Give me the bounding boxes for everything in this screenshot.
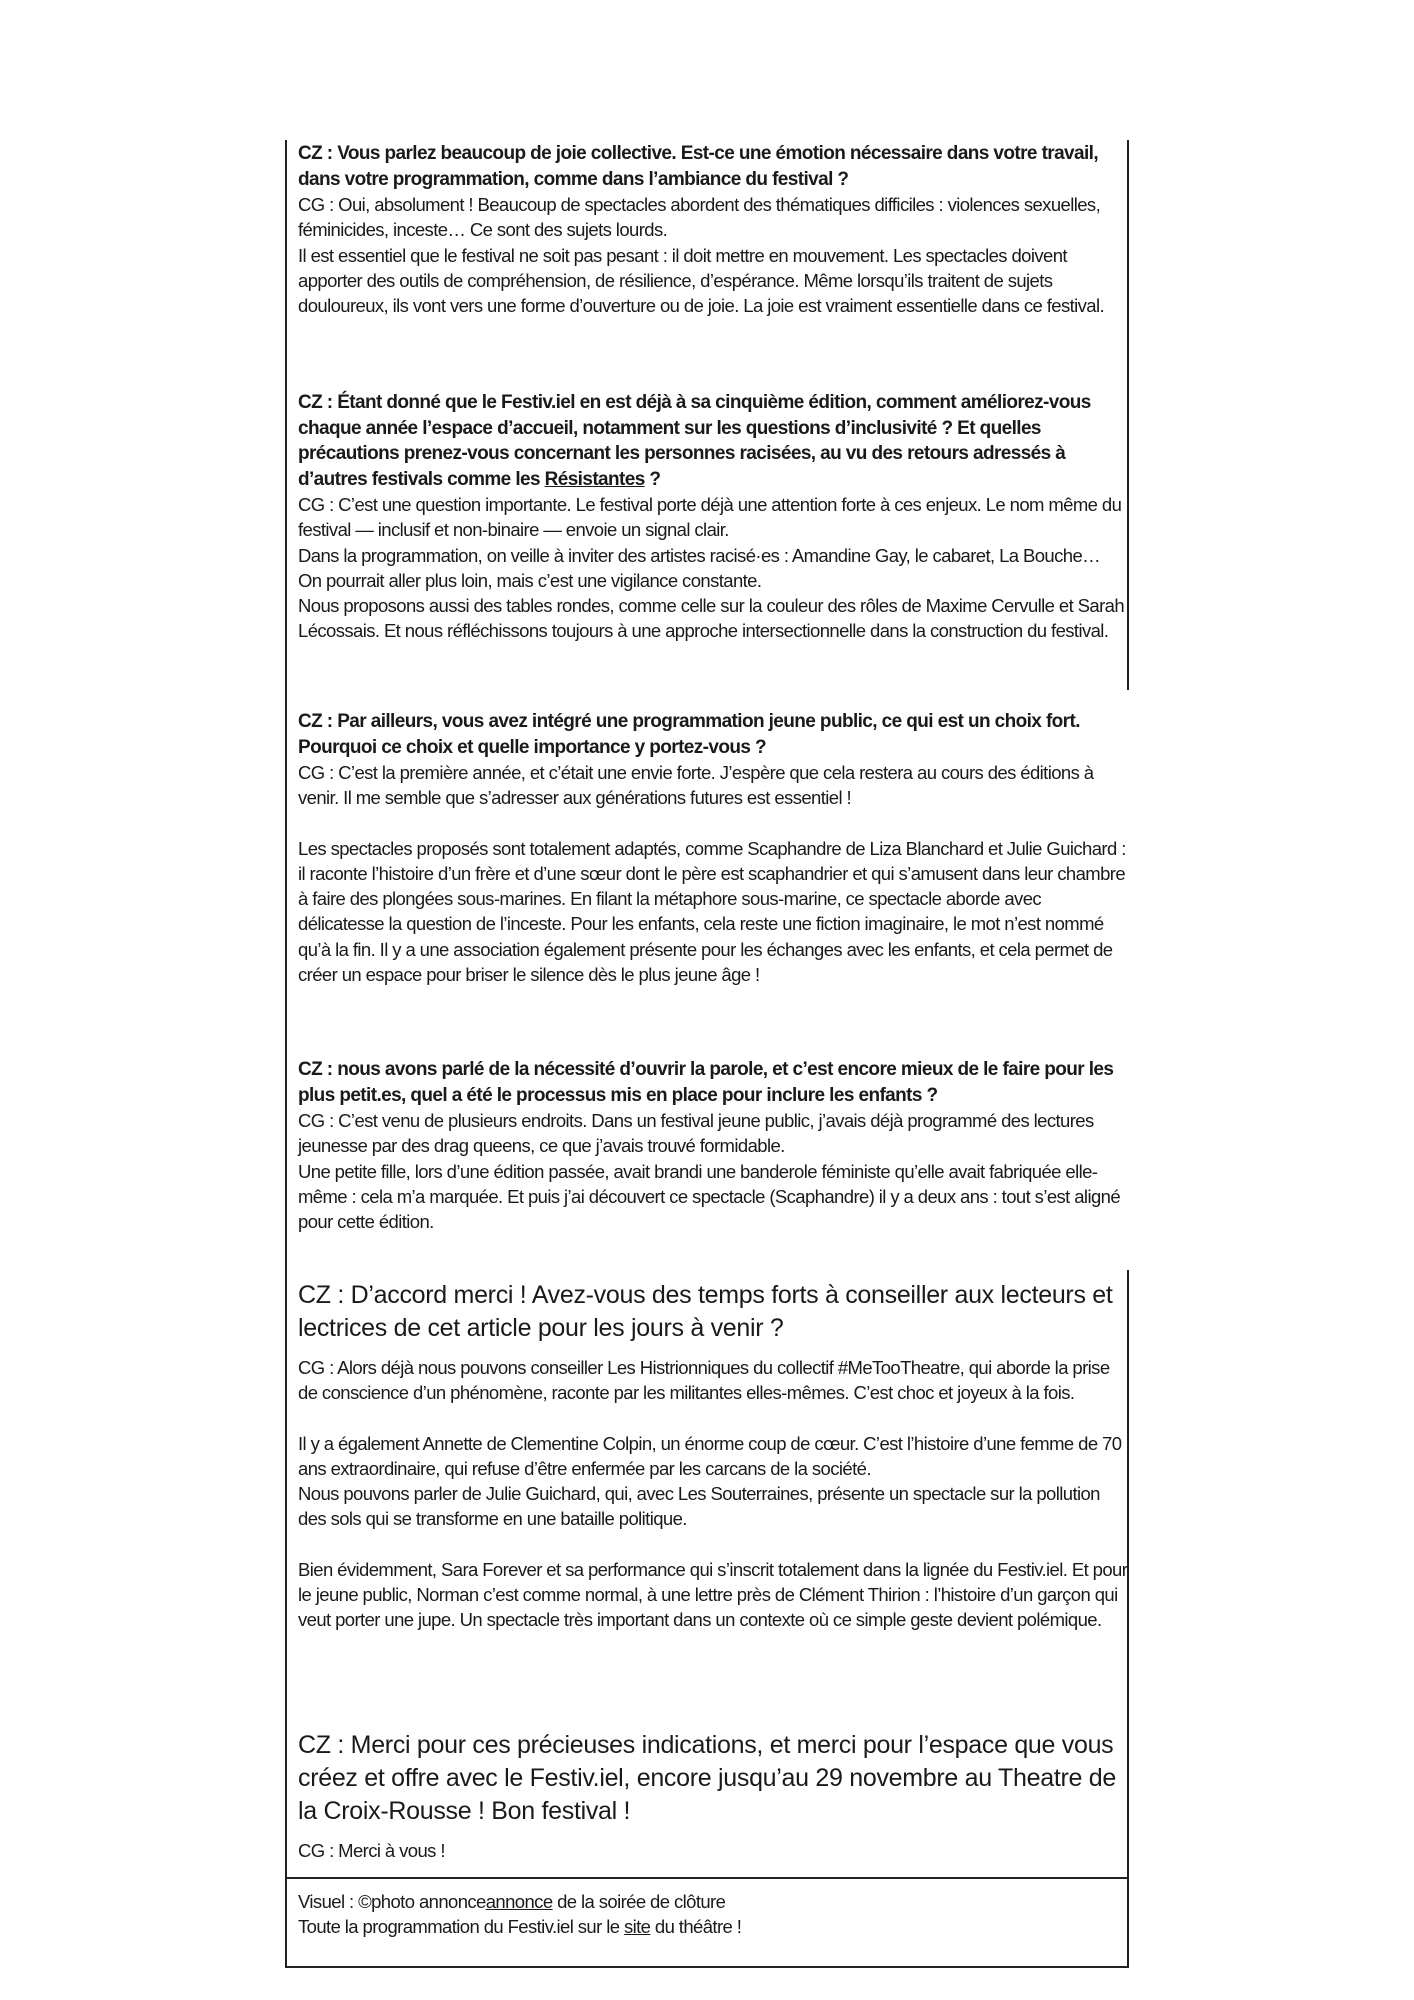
programme-note — [298, 1914, 1128, 1939]
question-5: CZ : D’accord merci ! Avez-vous des temps forts à conseiller aux lecteurs et lectrices de cet article pour les jours à venir ? — [298, 1281, 1113, 1342]
interview-section-5 — [298, 1279, 1128, 1633]
answer-6-paragraph-1: CG : Merci à vous ! — [298, 1840, 445, 1861]
answer-4-paragraph-1: CG : C’est venu de plusieurs endroits. Dans un festival jeune public, j’avais déjà programmé des lectures jeunesse par des drag queens, ce que j’avais trouvé formidable. — [298, 1110, 1094, 1157]
answer-2-paragraph-1: CG : C’est une question importante. Le festival porte déjà une attention forte à ces enjeux. Le nom même du festival — inclusif et non-binaire — envoie un signal clair. — [298, 494, 1122, 541]
answer-5-paragraph-4: Bien évidemment, Sara Forever et sa performance qui s’inscrit totalement dans la lignée du Festiv.iel. Et pour le jeune public, Norman c’est comme normal, à une lettre près de Clément Thirion : l’histoire d’un garçon qui veut porter une jupe. Un spectacle très important dans un contexte où ce simple geste devient polémique. — [298, 1558, 1128, 1631]
footer-divider — [285, 1877, 1129, 1879]
annonce-link[interactable]: annonce — [485, 1891, 553, 1912]
visual-credit — [298, 1889, 1128, 1914]
answer-3-paragraph-2: Les spectacles proposés sont totalement adaptés, comme Scaphandre de Liza Blanchard et Julie Guichard : il raconte l’histoire d’un frère et d’une sœur dont le père est scaphandrier et qui s’amusent dans leur chambre à faire des plongées sous-marines. En filant la métaphore sous-marine, ce spectacle aborde avec délicatesse la question de l’inceste. Pour les enfants, cela reste une fiction imaginaire, le mot n’est nommé qu’à la fin. Il y a une association également présente pour les échanges avec les enfants, et cela permet de créer un espace pour briser le silence dès le plus jeune âge ! — [298, 837, 1126, 986]
answer-1-paragraph-1: CG : Oui, absolument ! Beaucoup de spectacles abordent des thématiques difficiles : violences sexuelles, féminicides, inceste… Ce sont des sujets lourds. — [298, 194, 1101, 241]
question-2-end: ? — [644, 468, 661, 490]
answer-5-paragraph-2: Il y a également Annette de Clementine Colpin, un énorme coup de cœur. C’est l’histoire d’une femme de 70 ans extraordinaire, qui refuse d’être enfermée par les carcans de la société. — [298, 1432, 1122, 1479]
answer-1-paragraph-2: Il est essentiel que le festival ne soit pas pesant : il doit mettre en mouvement. Les spectacles doivent apporter des outils de compréhension, de résilience, d’espérance. Même lorsqu’ils traitent de sujets douloureux, ils vont vers une forme d’ouverture ou de joie. La joie est vraiment essentielle dans ce festival. — [298, 244, 1105, 317]
visual-credit-end: de la soirée de clôture — [552, 1891, 726, 1912]
programme-note-text: Toute la programmation du Festiv.iel sur le — [298, 1916, 624, 1938]
frame-bottom-border — [285, 1966, 1129, 1968]
answer-4-paragraph-2: Une petite fille, lors d’une édition passée, avait brandi une banderole féministe qu’elle avait fabriquée elle-même : cela m’a marquée. Et puis j’ai découvert ce spectacle (Scaphandre) il y a deux ans : tout s’est aligné pour cette édition. — [298, 1160, 1121, 1233]
site-link[interactable]: site — [623, 1916, 651, 1938]
answer-2-paragraph-2: Dans la programmation, on veille à inviter des artistes racisé·es : Amandine Gay, le cabaret, La Bouche… On pourrait aller plus loin, mais c’est une vigilance constante. — [298, 544, 1101, 591]
answer-5-paragraph-1: CG : Alors déjà nous pouvons conseiller Les Histrionniques du collectif #MeTooTheatre, qui aborde la prise de conscience d’un phénomène, raconte par les militantes elles-mêmes. C’est choc et joyeux à la fois. — [298, 1357, 1110, 1404]
frame-left-border — [285, 140, 287, 1968]
answer-5-paragraph-3: Nous pouvons parler de Julie Guichard, qui, avec Les Souterraines, présente un spectacle sur la pollution des sols qui se transforme en une bataille politique. — [298, 1483, 1100, 1530]
interview-section-2 — [298, 390, 1128, 644]
question-3: CZ : Par ailleurs, vous avez intégré une programmation jeune public, ce qui est un choix fort. Pourquoi ce choix et quelle importance y portez-vous ? — [298, 711, 1080, 758]
interview-section-4 — [298, 1057, 1128, 1234]
answer-3-paragraph-1: CG : C’est la première année, et c’était une envie forte. J’espère que cela restera au cours des éditions à venir. Il me semble que s’adresser aux générations futures est essentiel ! — [298, 762, 1094, 809]
resistantes-link[interactable]: Résistantes — [544, 468, 645, 490]
answer-2-paragraph-3: Nous proposons aussi des tables rondes, comme celle sur la couleur des rôles de Maxime Cervulle et Sarah Lécossais. Et nous réfléchissons toujours à une approche intersectionnelle dans la construction du festival. — [298, 595, 1125, 642]
question-1: CZ : Vous parlez beaucoup de joie collective. Est-ce une émotion nécessaire dans votre travail, dans votre programmation, comme dans l’ambiance du festival ? — [298, 143, 1099, 190]
question-4: CZ : nous avons parlé de la nécessité d’ouvrir la parole, et c’est encore mieux de le faire pour les plus petit.es, quel a été le processus mis en place pour inclure les enfants ? — [298, 1059, 1114, 1106]
programme-note-end: du théâtre ! — [650, 1916, 742, 1938]
question-6: CZ : Merci pour ces précieuses indications, et merci pour l’espace que vous créez et offre avec le Festiv.iel, encore jusqu’au 29 novembre au Theatre de la Croix-Rousse ! Bon festival ! — [298, 1731, 1116, 1825]
article-footer — [298, 1889, 1128, 1940]
visual-credit-text: Visuel : ©photo annonce — [298, 1891, 486, 1912]
question-2 — [298, 390, 1128, 492]
question-2-text: CZ : Étant donné que le Festiv.iel en est déjà à sa cinquième édition, comment améliorez-vous chaque année l’espace d’accueil, notamment sur les questions d’inclusivité ? Et quelles précautions prenez-vous concernant les personnes racisées, au vu des retours adressés à d’autres festivals comme les — [298, 392, 1091, 490]
interview-section-3 — [298, 709, 1128, 987]
interview-section-6 — [298, 1729, 1128, 1863]
interview-section-1 — [298, 141, 1128, 318]
